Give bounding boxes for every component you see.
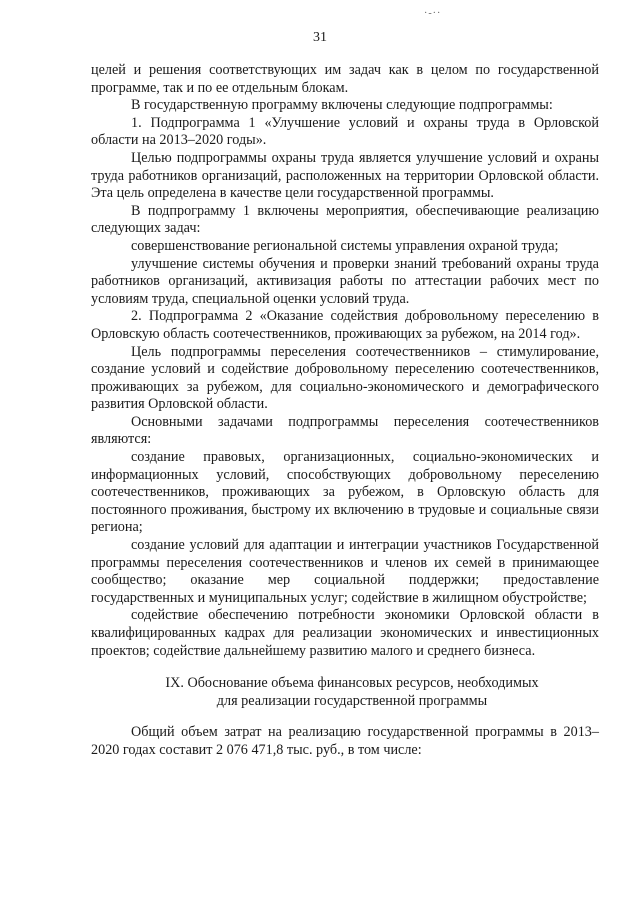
paragraph-subprogram-1-tasks-intro: В подпрограмму 1 включены мероприятия, обеспечивающие реализацию следующих задач: [91, 202, 599, 237]
page-number: 31 [313, 30, 327, 45]
paragraph-task-training: улучшение системы обучения и проверки знаний требований охраны труда работников организаций, активизация работы по аттестации рабочих мест по условиям труда, специальной оценки условий труда. [91, 255, 599, 307]
paragraph-subprogram-1-goal: Целью подпрограммы охраны труда является улучшение условий и охраны труда работников организаций, расположенных на территории Орловской области. Эта цель определена в качестве цели государственной программы. [91, 149, 599, 202]
paragraph-continuation: целей и решения соответствующих им задач как в целом по государственной программе, так и по ее отдельным блокам. [91, 62, 599, 96]
paragraph-subprogram-2-title: 2. Подпрограмма 2 «Оказание содействия добровольному переселению в Орловскую область соотечественников, проживающих за рубежом, на 2014 год». [91, 308, 599, 342]
paragraph-task-adaptation: создание условий для адаптации и интеграции участников Государственной программы переселения соотечественников и членов их семей в принимающее сообщество; оказание мер социальной поддержки; предоставление государственных и муниципальных услуг; содействие в жилищном обустройстве; [91, 537, 599, 606]
section-heading-line-2: для реализации государственной программы [216, 692, 488, 709]
paragraph-task-management: совершенствование региональной системы управления охраной труда; [131, 237, 559, 254]
section-heading [91, 675, 599, 710]
paragraph-subprogram-2-goal: Цель подпрограммы переселения соотечественников – стимулирование, создание условий и содействие добровольному переселению соотечественников, проживающих за рубежом, для социально-экономического и демографического развития Орловской области. [91, 343, 599, 413]
scan-mark: ·-·· [424, 8, 442, 19]
paragraph-subprogram-1-title: 1. Подпрограмма 1 «Улучшение условий и охраны труда в Орловской области на 2013–2020 годы». [91, 114, 599, 149]
paragraph-subprograms-intro: В государственную программу включены следующие подпрограммы: [131, 97, 553, 114]
paragraph-total-cost: Общий объем затрат на реализацию государственной программы в 2013–2020 годах составит 2 076 471,8 тыс. руб., в том числе: [91, 724, 599, 758]
paragraph-task-economy: содействие обеспечению потребности экономики Орловской области в квалифицированных кадрах для реализации экономических и инвестиционных проектов; содействие дальнейшему развитию малого и среднего бизнеса. [91, 607, 599, 659]
section-heading-line-1: IX. Обоснование объема финансовых ресурсов, необходимых [165, 675, 539, 692]
document-body [91, 62, 599, 760]
paragraph-subprogram-2-tasks-intro: Основными задачами подпрограммы переселения соотечественников являются: [91, 413, 599, 448]
paragraph-task-conditions: создание правовых, организационных, социально-экономических и информационных условий, способствующих добровольному переселению соотечественников, проживающих за рубежом, в Орловскую область для постоянного проживания, быстрому их включению в трудовые и социальные связи региона; [91, 449, 599, 536]
